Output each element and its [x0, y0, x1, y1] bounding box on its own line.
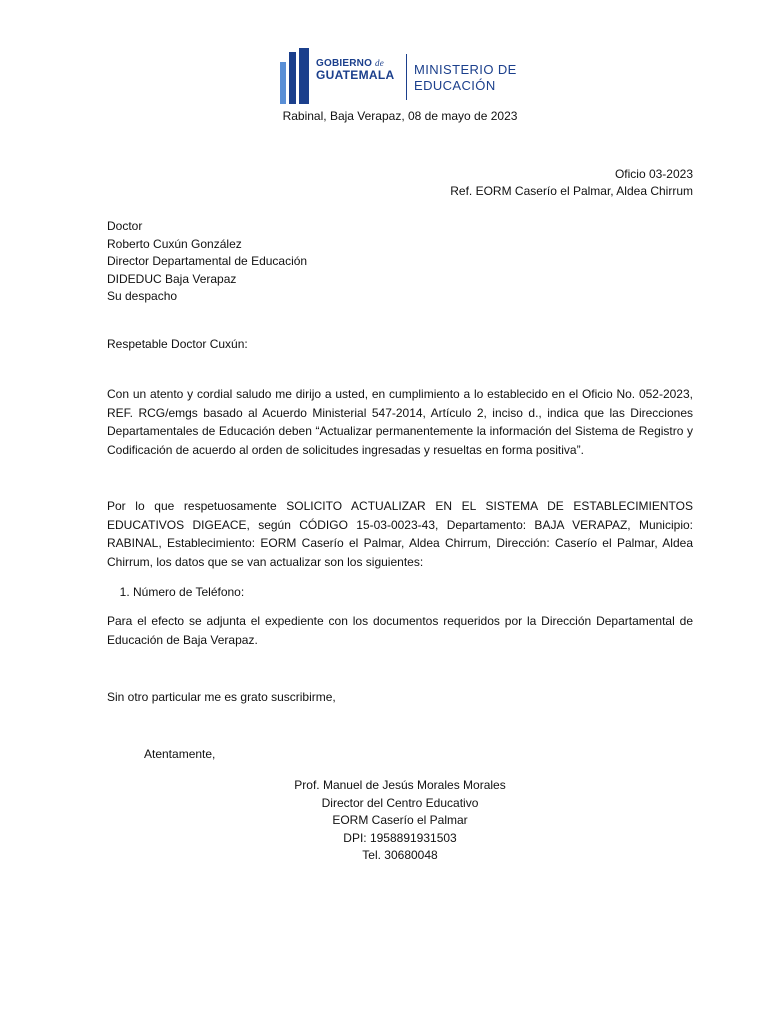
gov-line1-de: de: [375, 58, 384, 68]
place-date: Rabinal, Baja Verapaz, 08 de mayo de 2023: [282, 109, 518, 123]
body-paragraph-3: Para el efecto se adjunta el expediente con los documentos requeridos por la Dirección Departamental de Educación de Baja Verapaz.: [107, 614, 693, 647]
ministerio-wordmark: [414, 62, 544, 94]
recipient-position: Director Departamental de Educación: [107, 254, 308, 268]
recipient-block: [107, 218, 507, 306]
signer-dpi: DPI: 1958891931503: [343, 830, 457, 845]
signer-title: Director del Centro Educativo: [321, 795, 479, 810]
signer-name: Prof. Manuel de Jesús Morales Morales: [294, 778, 506, 792]
ministry-line2: EDUCACIÓN: [414, 78, 496, 93]
logo-divider: [406, 54, 407, 100]
salutation: Respetable Doctor Cuxún:: [107, 337, 248, 351]
oficio-number: Oficio 03-2023: [614, 167, 693, 181]
signer-school: EORM Caserío el Palmar: [332, 813, 468, 827]
recipient-name: Roberto Cuxún González: [107, 236, 242, 251]
ministry-line1: MINISTERIO DE: [414, 62, 517, 77]
gov-line2: GUATEMALA: [316, 68, 395, 82]
recipient-title: Doctor: [107, 219, 143, 233]
gov-line1: GOBIERNO: [316, 58, 373, 69]
recipient-office: DIDEDUC Baja Verapaz: [107, 271, 237, 286]
ministry-header-logo: [280, 48, 540, 104]
recipient-despacho: Su despacho: [107, 289, 178, 303]
body-paragraph-1: Con un atento y cordial saludo me dirijo a usted, en cumplimiento a lo establecido en el Oficio No. 052-2023, REF. RCG/emgs basado al Acuerdo Ministerial 547-2014, Artículo 2, inciso d., indica que las Direcciones Departamentales de Educación deben “Actualizar permanentemente la información del Sistema de Registro y Codificación de acuerdo al orden de solicitudes ingresadas y resueltas en forma positiva”.: [107, 387, 693, 457]
requested-updates-list: [107, 583, 693, 602]
list-item: 1. Número de Teléfono:: [133, 583, 693, 602]
body-paragraph-2: Por lo que respetuosamente SOLICITO ACTUALIZAR EN EL SISTEMA DE ESTABLECIMIENTOS EDUCATIVOS DIGEACE, según CÓDIGO 15-03-0023-43, Departamento: BAJA VERAPAZ, Municipio: RABINAL, Establecimiento: EORM Caserío el Palmar, Aldea Chirrum, Dirección: Caserío el Palmar, Aldea Chirrum, los datos que se van actualizar son los siguientes:: [107, 499, 693, 569]
closing-line: Sin otro particular me es grato suscribirme,: [107, 690, 336, 704]
guatemala-flag-bars-icon: [280, 48, 312, 104]
signer-phone: Tel. 30680048: [362, 848, 438, 862]
reference-line: Ref. EORM Caserío el Palmar, Aldea Chirrum: [450, 184, 693, 198]
gobierno-guatemala-wordmark: [316, 58, 406, 82]
signature-block: [200, 777, 600, 865]
sign-off: Atentamente,: [144, 747, 216, 761]
